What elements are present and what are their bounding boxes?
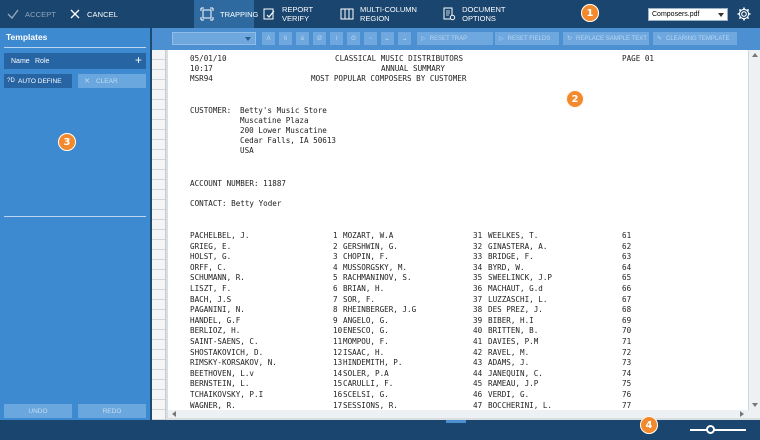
table-cell: ADAMS, J. [488, 358, 530, 368]
document-page[interactable] [168, 50, 748, 410]
char-button-i[interactable]: I [330, 32, 343, 45]
auto-define-label: AUTO DEFINE [18, 77, 62, 85]
table-cell: 70 [622, 326, 632, 336]
table-cell: SWEELINCK, J.P [488, 273, 553, 283]
table-row [190, 337, 748, 347]
table-cell: BACH, J.S [190, 294, 232, 304]
scroll-left-icon [172, 411, 176, 417]
customer-line [190, 146, 748, 156]
replace-sample-text-button[interactable] [563, 32, 649, 45]
accept-cancel-group [0, 0, 150, 28]
report-verify-icon [262, 6, 276, 22]
table-cell: 69 [622, 315, 632, 325]
table-cell: ORFF, C. [190, 262, 227, 272]
table-cell: GINASTERA, A. [488, 241, 548, 251]
scroll-down-icon [752, 403, 758, 407]
table-row [190, 263, 748, 273]
table-cell: 61 [622, 231, 632, 240]
contact-line [190, 199, 748, 209]
table-row [190, 284, 748, 294]
table-row [190, 379, 748, 389]
table-cell: CARULLI, F. [343, 379, 394, 389]
table-row [190, 295, 748, 305]
reset-fields-button[interactable] [495, 32, 559, 45]
table-row [190, 358, 748, 368]
table-cell: 77 [622, 400, 632, 410]
table-cell: 16 [333, 390, 343, 399]
table-cell: MACHAUT, G.d [488, 284, 543, 293]
table-cell: LISZT, F. [190, 284, 232, 293]
table-cell: 46 [473, 390, 483, 399]
table-cell: 76 [622, 390, 632, 399]
table-cell: BRITTEN, B. [488, 326, 539, 336]
callout-badge: 2 [566, 90, 584, 108]
table-cell: 37 [473, 294, 483, 304]
column-role: Role [35, 57, 50, 65]
char-button-tilde[interactable]: ~ [364, 32, 377, 45]
report-date: 05/01/10 [190, 54, 227, 63]
customer-address: 200 Lower Muscatine [240, 126, 327, 135]
gear-icon[interactable] [736, 6, 752, 22]
reset-fields-label: RESET FIELDS [507, 35, 551, 42]
table-cell: 62 [622, 241, 632, 251]
table-cell: 44 [473, 368, 483, 378]
table-cell: 3 [333, 252, 338, 262]
clearing-template-label: CLEARING TEMPLATE [666, 35, 730, 42]
table-cell: 65 [622, 273, 632, 283]
table-cell: BOCCHERINI, L. [488, 400, 553, 410]
close-icon [68, 7, 82, 21]
table-cell: 9 [333, 315, 338, 325]
table-row [190, 305, 748, 315]
cancel-label: CANCEL [87, 9, 119, 19]
multi-column-icon [340, 6, 354, 22]
table-cell: 13 [333, 358, 343, 368]
templates-panel [0, 28, 150, 428]
document-options-icon [442, 6, 456, 22]
table-cell: 6 [333, 284, 338, 293]
table-cell: 11 [333, 337, 343, 346]
report-page: PAGE 01 [622, 54, 655, 63]
table-cell: 71 [622, 337, 632, 346]
report-header-row [190, 64, 748, 74]
report-code: MSR94 [190, 74, 213, 83]
table-cell: WEELKES, T. [488, 231, 539, 240]
table-cell: PAGANINI, N. [190, 305, 245, 315]
customer-address: USA [240, 146, 254, 155]
table-row [190, 273, 748, 283]
table-cell: 38 [473, 305, 483, 315]
report-time: 10:17 [190, 64, 213, 73]
table-cell: BERLIOZ, H. [190, 326, 241, 336]
table-cell: GRIEG, E. [190, 241, 232, 251]
tab-multi-column-region[interactable] [334, 0, 434, 28]
customer-address: Muscatine Plaza [240, 116, 309, 125]
document-viewer [152, 50, 760, 420]
tab-document-options[interactable] [436, 0, 532, 28]
table-cell: 35 [473, 273, 483, 283]
scroll-up-icon [752, 53, 758, 57]
table-cell: 64 [622, 262, 632, 272]
add-template-button[interactable]: + [134, 53, 142, 67]
table-cell: 41 [473, 337, 483, 346]
table-cell: ENESCO, G. [343, 326, 389, 336]
table-row [190, 390, 748, 400]
auto-define-button[interactable] [4, 74, 72, 88]
table-cell: 7 [333, 294, 338, 304]
contact-name: CONTACT: Betty Yoder [190, 199, 282, 208]
table-row [190, 242, 748, 252]
table-cell: BIBER, H.I [488, 315, 534, 325]
table-cell: RACHMANINOV, S. [343, 273, 412, 283]
callout-badge: 1 [581, 4, 599, 22]
customer-label: CUSTOMER: [190, 106, 232, 115]
table-cell: RAVEL, M. [488, 347, 530, 357]
table-cell: MOMPOU, F. [343, 337, 389, 346]
chevron-down-icon [718, 13, 724, 17]
table-cell: RAMEAU, J.P [488, 379, 539, 389]
report-company: CLASSICAL MUSIC DISTRIBUTORS [335, 54, 464, 63]
table-cell: 47 [473, 400, 483, 410]
table-cell: 68 [622, 305, 632, 315]
templates-table-header [4, 53, 146, 69]
scroll-right-icon [740, 411, 744, 417]
table-cell: VERDI, G. [488, 390, 530, 399]
table-cell: 1 [333, 231, 338, 240]
table-cell: 14 [333, 368, 343, 378]
play-icon: ▷ [499, 36, 504, 42]
table-cell: ANGELO, G. [343, 315, 389, 325]
reset-trap-label: RESET TRAP [429, 35, 468, 42]
splitter-handle[interactable] [446, 420, 466, 423]
table-cell: 39 [473, 315, 483, 325]
file-select-value: Composers.pdf [652, 11, 700, 18]
table-cell: SHOSTAKOVICH, D. [190, 347, 264, 357]
zoom-slider[interactable] [690, 429, 746, 431]
customer-line [190, 106, 748, 116]
char-button-theta[interactable]: Θ [347, 32, 360, 45]
table-row [190, 369, 748, 379]
table-cell: MUSSORGSKY, M. [343, 262, 408, 272]
table-row [190, 252, 748, 262]
replace-icon: ↻ [567, 36, 573, 42]
table-row [190, 348, 748, 358]
table-row [190, 401, 748, 410]
customer-name: Betty's Music Store [240, 106, 327, 115]
char-button-a[interactable]: A [262, 32, 275, 45]
replace-sample-text-label: REPLACE SAMPLE TEXT [576, 35, 647, 42]
char-button-o-slash[interactable]: Ø [313, 32, 326, 45]
table-cell: WAGNER, R. [190, 400, 236, 410]
table-cell: 66 [622, 284, 632, 293]
table-cell: 42 [473, 347, 483, 357]
table-cell: RIMSKY-KORSAKOV, N. [190, 358, 277, 368]
table-cell: 12 [333, 347, 343, 357]
redo-button[interactable] [78, 404, 146, 418]
table-cell: RHEINBERGER, J.G [343, 305, 417, 315]
table-cell: MOZART, W.A [343, 231, 394, 240]
close-icon: ✕ [84, 78, 90, 85]
table-cell: 72 [622, 347, 632, 357]
line-ruler [152, 50, 166, 420]
table-cell: SAINT-SAENS, C. [190, 337, 259, 346]
char-button-6[interactable]: 6 [279, 32, 292, 45]
table-cell: 17 [333, 400, 343, 410]
table-cell: HOLST, G. [190, 252, 232, 262]
tab-trapping[interactable] [194, 0, 259, 28]
accept-button[interactable] [0, 0, 62, 28]
customer-address: Cedar Falls, IA 50613 [240, 136, 337, 145]
table-cell: 74 [622, 368, 632, 378]
account-number: ACCOUNT NUMBER: 11887 [190, 179, 287, 188]
eraser-icon: ✎ [657, 36, 663, 42]
table-cell: LUZZASCHI, L. [488, 294, 548, 304]
tab-trapping-label: TRAPPING [220, 9, 259, 19]
table-cell: DAVIES, P.M [488, 337, 539, 346]
table-cell: 2 [333, 241, 338, 251]
table-cell: SCHUMANN, R. [190, 273, 245, 283]
accept-label: ACCEPT [25, 9, 57, 19]
table-cell: DES PREZ, J. [488, 305, 543, 315]
table-cell: 5 [333, 273, 338, 283]
customer-line [190, 116, 748, 126]
report-header-row [190, 54, 748, 64]
chevron-down-icon [245, 37, 251, 41]
table-cell: BEETHOVEN, L.v [190, 368, 255, 378]
tab-report-verify[interactable] [256, 0, 332, 28]
check-icon [6, 7, 20, 21]
arrow-right-button[interactable]: → [398, 32, 411, 45]
report-subtitle: MOST POPULAR COMPOSERS BY CUSTOMER [311, 74, 467, 83]
customer-line [190, 136, 748, 146]
table-cell: TCHAIKOVSKY, P.I [190, 390, 264, 399]
table-cell: HANDEL, G.F [190, 315, 241, 325]
table-cell: 45 [473, 379, 483, 389]
table-cell: 34 [473, 262, 483, 272]
table-cell: BRIAN, H. [343, 284, 385, 293]
clear-label: CLEAR [96, 77, 118, 85]
divider [4, 47, 146, 48]
char-button-ampersand[interactable]: & [296, 32, 309, 45]
table-cell: 8 [333, 305, 338, 315]
undo-label: UNDO [28, 407, 48, 415]
table-row [190, 326, 748, 336]
table-cell: 33 [473, 252, 483, 262]
table-cell: HINDEMITH, P. [343, 358, 403, 368]
table-row [190, 231, 748, 241]
table-cell: 75 [622, 379, 632, 389]
table-cell: 4 [333, 262, 338, 272]
table-cell: BRIDGE, F. [488, 252, 534, 262]
table-cell: 43 [473, 358, 483, 368]
table-cell: 73 [622, 358, 632, 368]
table-cell: SOR, F. [343, 294, 376, 304]
file-select[interactable] [648, 8, 728, 21]
callout-badge: 4 [640, 416, 658, 434]
templates-title: Templates [6, 32, 48, 42]
account-line [190, 179, 748, 189]
table-cell: 36 [473, 284, 483, 293]
table-cell: BYRD, W. [488, 262, 525, 272]
table-cell: 40 [473, 326, 483, 336]
clear-button[interactable] [78, 74, 146, 88]
tab-report-verify-label: REPORT VERIFY [282, 5, 313, 23]
table-cell: SESSIONS, R. [343, 400, 398, 410]
table-cell: 32 [473, 241, 483, 251]
table-cell: CHOPIN, F. [343, 252, 389, 262]
tab-document-options-label: DOCUMENT OPTIONS [462, 5, 506, 23]
callout-badge: 3 [58, 133, 76, 151]
vertical-scrollbar[interactable] [748, 50, 760, 410]
field-select[interactable] [172, 32, 256, 45]
cancel-button[interactable] [62, 0, 124, 28]
trapping-toolbar [152, 28, 760, 50]
table-cell: 10 [333, 326, 343, 336]
arrow-left-button[interactable]: ← [381, 32, 394, 45]
table-row [190, 316, 748, 326]
horizontal-scrollbar[interactable] [168, 410, 760, 418]
top-toolbar [0, 0, 760, 28]
table-cell: ISAAC, H. [343, 347, 385, 357]
divider [4, 216, 146, 217]
table-cell: JANEQUIN, C. [488, 368, 543, 378]
table-cell: 15 [333, 379, 343, 389]
clearing-template-button[interactable] [653, 32, 737, 45]
table-cell: BERNSTEIN, L. [190, 379, 250, 389]
table-cell: PACHELBEL, J. [190, 231, 250, 240]
tab-multi-column-label: MULTI-COLUMN REGION [360, 5, 417, 23]
report-header-row [190, 74, 748, 84]
table-cell: GERSHWIN, G. [343, 241, 398, 251]
report-title: ANNUAL SUMMARY [381, 64, 446, 73]
table-cell: SCELSI, G. [343, 390, 389, 399]
redo-label: REDO [102, 407, 122, 415]
customer-line [190, 126, 748, 136]
column-name: Name [11, 57, 30, 65]
table-cell: 63 [622, 252, 632, 262]
table-cell: 67 [622, 294, 632, 304]
zoom-slider-thumb[interactable] [706, 425, 715, 434]
table-cell: SOLER, P.A [343, 368, 389, 378]
auto-define-icon: ?D [7, 78, 15, 84]
play-icon: ▷ [421, 36, 426, 42]
table-cell: 31 [473, 231, 483, 240]
trapping-icon [200, 6, 214, 22]
reset-trap-button[interactable] [417, 32, 493, 45]
undo-button[interactable] [4, 404, 72, 418]
